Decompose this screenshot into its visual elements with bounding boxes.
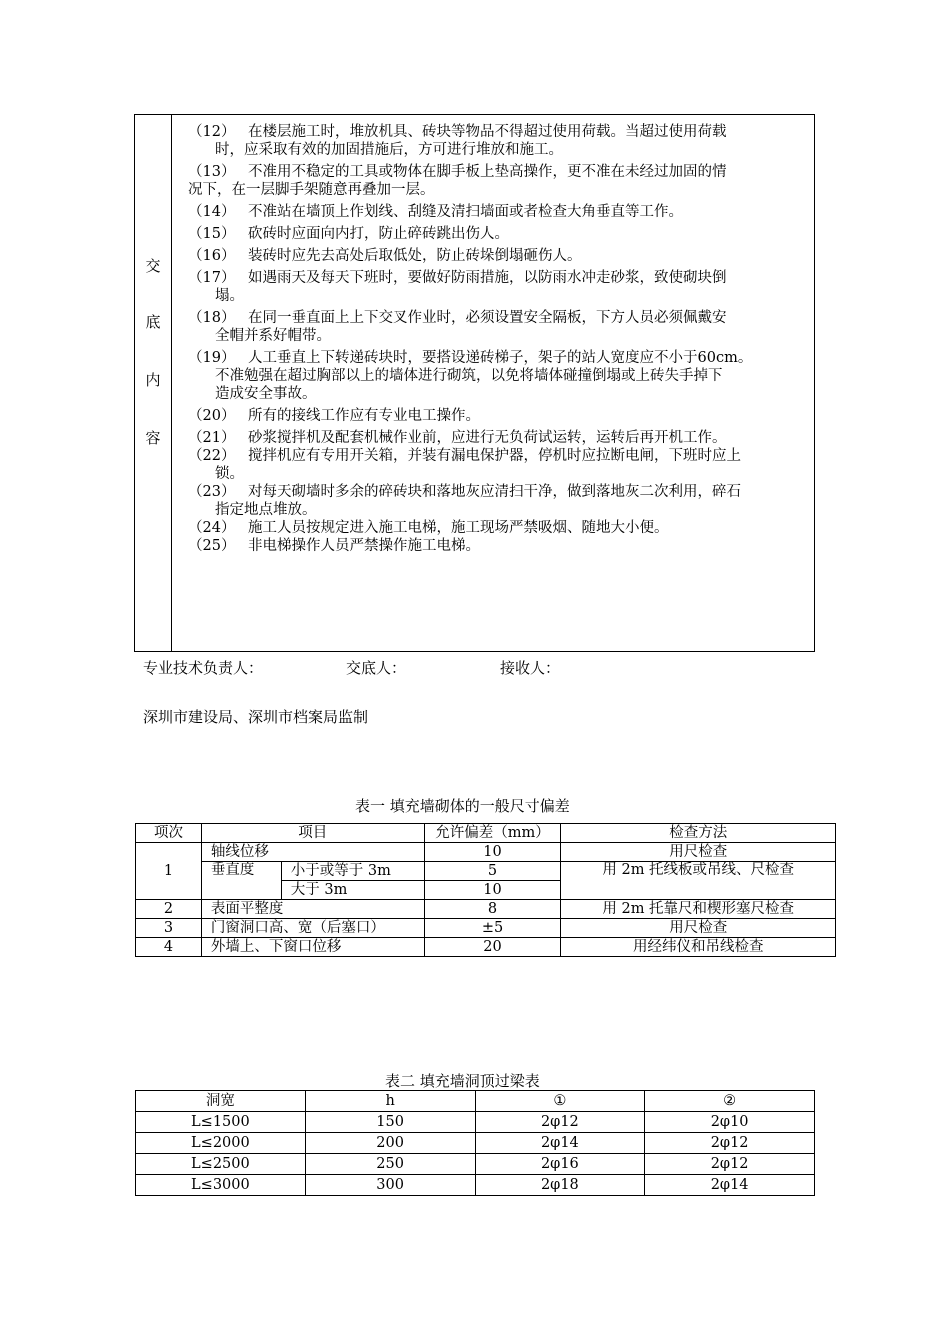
table-cell: L≤2500 (136, 1154, 306, 1175)
list-item: （22） 搅拌机应有专用开关箱，并装有漏电保护器，停机时应拉断电闸，下班时应上 锁。 (188, 448, 741, 482)
table-row (136, 919, 836, 938)
table-header: 项次 (136, 824, 202, 843)
table-cell: 200 (305, 1133, 475, 1154)
table-cell: 20 (424, 938, 561, 957)
table-cell: 表面平整度 (201, 900, 424, 919)
list-item: （15） 砍砖时应面向内打，防止碎砖跳出伤人。 (188, 226, 509, 242)
table-cell: 250 (305, 1154, 475, 1175)
tolerance-table (135, 823, 836, 957)
table-cell: 轴线位移 (201, 843, 424, 862)
footer-note: 深圳市建设局、深圳市档案局监制 (143, 708, 369, 726)
list-item: （19） 人工垂直上下转递砖块时，要搭设递砖梯子，架子的站人宽度应不小于60cm。 不准勉强在超过胸部以上的墙体进行砌筑，以免将墙体碰撞倒塌或上砖失手掉下 造成安全事故。 (188, 350, 753, 402)
list-item: （25） 非电梯操作人员严禁操作施工电梯。 (188, 538, 480, 554)
table-row (136, 1091, 815, 1112)
table-row (136, 824, 836, 843)
table-cell: 2φ12 (475, 1112, 645, 1133)
table-cell: 2φ18 (475, 1175, 645, 1196)
table-header: 允许偏差（mm） (424, 824, 561, 843)
table-row (136, 862, 836, 881)
list-item: （18） 在同一垂直面上上下交叉作业时，必须设置安全隔板，下方人员必须佩戴安 全帽并系好帽带。 (188, 310, 727, 344)
table-row (136, 843, 836, 862)
table-cell: 2φ12 (645, 1133, 815, 1154)
discloser-label: 交底人： (346, 659, 407, 677)
side-label-char: 内 (145, 371, 161, 389)
receiver-label: 接收人： (500, 659, 561, 677)
table-cell: 8 (424, 900, 561, 919)
table-row (136, 1154, 815, 1175)
list-item: （14） 不准站在墙顶上作划线、刮缝及清扫墙面或者检查大角垂直等工作。 (188, 204, 683, 220)
table-cell: L≤3000 (136, 1175, 306, 1196)
table-cell: 大于 3m (281, 881, 424, 900)
table-cell: 3 (136, 919, 202, 938)
list-item: （20） 所有的接线工作应有专业电工操作。 (188, 408, 480, 424)
table-cell: ±5 (424, 919, 561, 938)
side-label-char: 交 (145, 257, 161, 275)
table-cell: 5 (424, 862, 561, 881)
table-header: ① (475, 1091, 645, 1112)
table-cell: 外墙上、下窗口位移 (201, 938, 424, 957)
table-cell: 用经纬仪和吊线检查 (561, 938, 836, 957)
table-row (136, 1133, 815, 1154)
table-cell: 用尺检查 (561, 919, 836, 938)
table-header: h (305, 1091, 475, 1112)
table-cell: 门窗洞口高、宽（后塞口） (201, 919, 424, 938)
table-header: 洞宽 (136, 1091, 306, 1112)
table-row (136, 938, 836, 957)
table-cell: 小于或等于 3m (281, 862, 424, 881)
table-cell: 300 (305, 1175, 475, 1196)
table-cell: 2φ14 (475, 1133, 645, 1154)
lintel-table (135, 1090, 815, 1196)
table-cell: 用 2m 托靠尺和楔形塞尺检查 (561, 900, 836, 919)
table-cell: 10 (424, 843, 561, 862)
list-item: （17） 如遇雨天及每天下班时，要做好防雨措施，以防雨水冲走砂浆，致使砌块倒 塌。 (188, 270, 727, 304)
table-cell: 用尺检查 (561, 843, 836, 862)
list-item: （23） 对每天砌墙时多余的碎砖块和落地灰应清扫干净，做到落地灰二次利用，碎石 指定地点堆放。 (188, 484, 741, 518)
disclosure-side-label (135, 115, 172, 651)
table-cell: 1 (136, 843, 202, 900)
table-cell: 2φ16 (475, 1154, 645, 1175)
table-row (136, 1175, 815, 1196)
table-cell: 垂直度 (201, 862, 281, 900)
table-cell: 150 (305, 1112, 475, 1133)
table1-caption: 表一 填充墙砌体的一般尺寸偏差 (355, 797, 570, 815)
table-cell: L≤2000 (136, 1133, 306, 1154)
table-cell: 用 2m 托线板或吊线、尺检查 (561, 862, 836, 900)
table-row (136, 1112, 815, 1133)
table-cell: L≤1500 (136, 1112, 306, 1133)
table-header: ② (645, 1091, 815, 1112)
table-cell: 2 (136, 900, 202, 919)
side-label-char: 底 (145, 313, 161, 331)
list-item: （21） 砂浆搅拌机及配套机械作业前，应进行无负荷试运转，运转后再开机工作。 (188, 430, 727, 446)
list-item: （16） 装砖时应先去高处后取低处，防止砖垛倒塌砸伤人。 (188, 248, 582, 264)
table-header: 项目 (201, 824, 424, 843)
disclosure-box (134, 114, 815, 652)
table-cell: 2φ10 (645, 1112, 815, 1133)
table-cell: 2φ14 (645, 1175, 815, 1196)
table-cell: 10 (424, 881, 561, 900)
list-item: （12） 在楼层施工时，堆放机具、砖块等物品不得超过使用荷载。当超过使用荷载 时，应采取有效的加固措施后，方可进行堆放和施工。 (188, 124, 727, 158)
table-cell: 2φ12 (645, 1154, 815, 1175)
table-cell: 4 (136, 938, 202, 957)
list-item: （13） 不准用不稳定的工具或物体在脚手板上垫高操作，更不准在未经过加固的情 况下，在一层脚手架随意再叠加一层。 (188, 164, 727, 198)
side-label-char: 容 (145, 429, 161, 447)
table-header: 检查方法 (561, 824, 836, 843)
table2-caption: 表二 填充墙洞顶过梁表 (385, 1072, 540, 1090)
disclosure-items (188, 123, 806, 559)
tech-lead-label: 专业技术负责人： (143, 659, 264, 677)
table-row (136, 900, 836, 919)
list-item: （24） 施工人员按规定进入施工电梯，施工现场严禁吸烟、随地大小便。 (188, 520, 669, 536)
